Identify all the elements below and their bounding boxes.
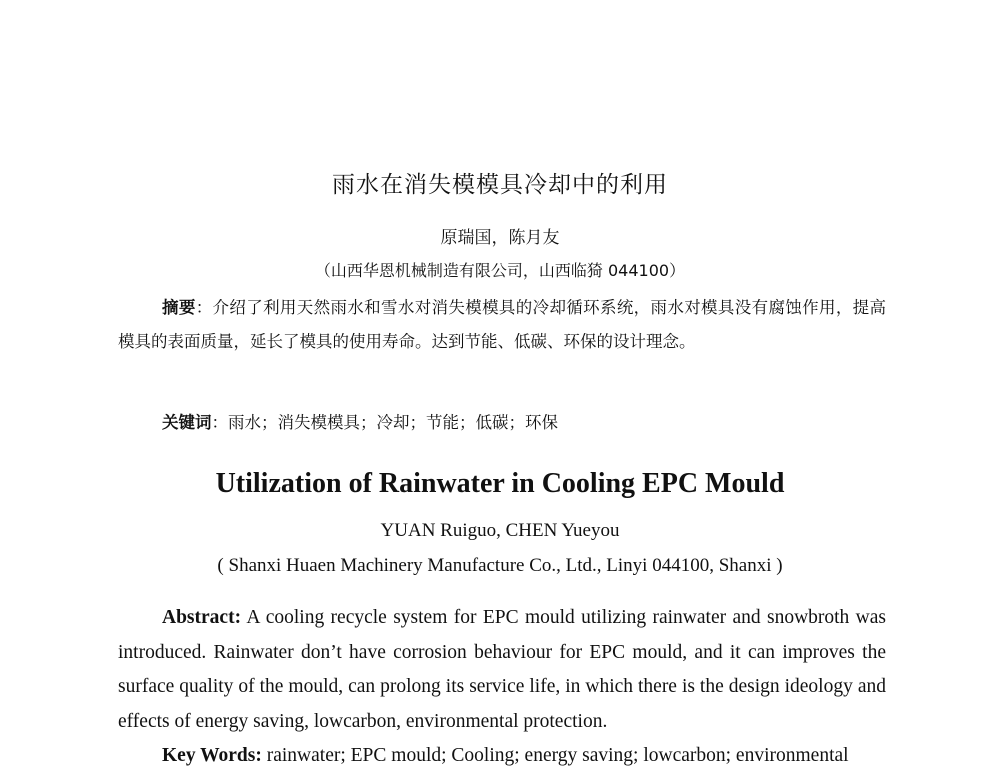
english-affiliation: ( Shanxi Huaen Machinery Manufacture Co., Ltd., Linyi 044100, Shanxi ) bbox=[217, 555, 783, 576]
chinese-keywords-text: ：雨水；消失模模具；冷却；节能；低碳；环保 bbox=[211, 413, 558, 432]
english-authors: YUAN Ruiguo, CHEN Yueyou bbox=[380, 520, 620, 541]
english-abstract-text: A cooling recycle system for EPC mould utilizing rainwater and snowbroth was introduced. Rainwater don’t have corrosion behaviour for EPC mould, and it can improves the surface quality of the mould, can prolong its service life, in which there is the design ideology and effects of energy saving, lowcarbon, environmental protection. bbox=[118, 607, 886, 732]
chinese-authors: 原瑞国，陈月友 bbox=[440, 228, 560, 248]
chinese-abstract-label: 摘要 bbox=[162, 298, 196, 317]
english-abstract-label: Abstract: bbox=[162, 607, 242, 628]
chinese-abstract bbox=[118, 291, 886, 359]
chinese-abstract-text: ：介绍了利用天然雨水和雪水对消失模模具的冷却循环系统，雨水对模具没有腐蚀作用，提高模具的表面质量，延长了模具的使用寿命。达到节能、低碳、环保的设计理念。 bbox=[118, 298, 887, 351]
english-keywords bbox=[118, 739, 886, 774]
chinese-keywords bbox=[162, 409, 558, 433]
chinese-affiliation: （山西华恩机械制造有限公司，山西临猗 044100） bbox=[314, 261, 686, 280]
english-keywords-label: Key Words: bbox=[162, 745, 262, 766]
chinese-keywords-label: 关键词 bbox=[162, 413, 212, 432]
english-abstract bbox=[118, 601, 886, 739]
english-keywords-text: rainwater; EPC mould; Cooling; energy saving; lowcarbon; environmental bbox=[261, 745, 849, 766]
chinese-title: 雨水在消失模模具冷却中的利用 bbox=[332, 172, 668, 198]
english-title: Utilization of Rainwater in Cooling EPC Mould bbox=[215, 468, 785, 499]
